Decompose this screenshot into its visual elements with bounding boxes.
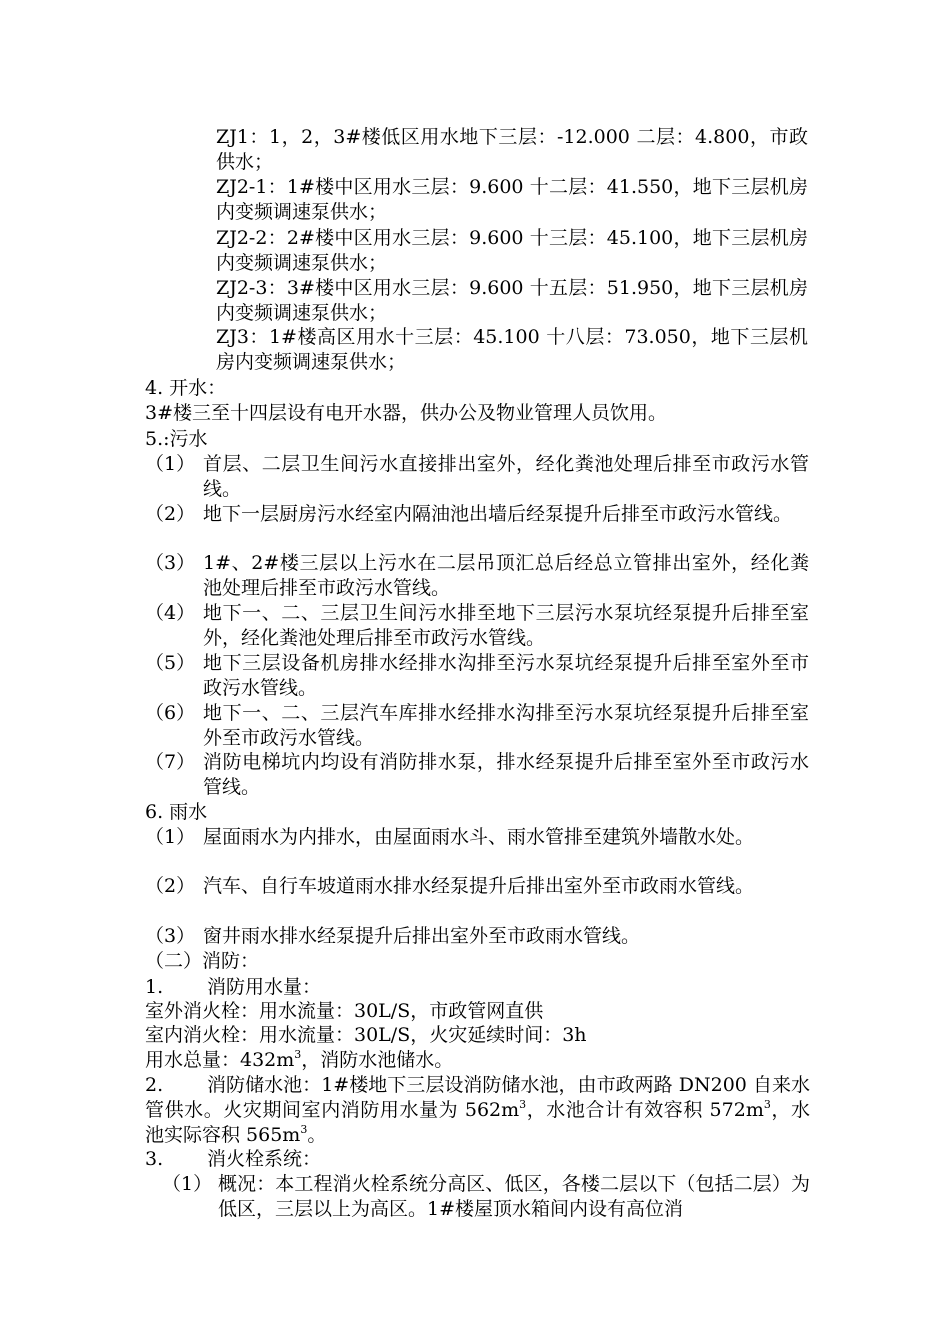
- superscript: 3: [763, 1098, 771, 1111]
- fire-section-2-paragraph: [145, 1073, 810, 1148]
- item-text: 消防电梯坑内均设有消防排水泵，排水经泵提升后排至室外至市政污水管线。: [203, 751, 809, 798]
- item-text: 地下一、二、三层卫生间污水排至地下三层污水泵坑经泵提升后排至室外，经化粪池处理后排至市政污水管线。: [203, 602, 809, 649]
- section-number: 1.: [145, 976, 164, 998]
- item-number: （2）: [145, 503, 196, 525]
- superscript: 3: [300, 1123, 308, 1136]
- heading-fire: （二）消防：: [145, 950, 260, 972]
- item-text: 屋面雨水为内排水，由屋面雨水斗、雨水管排至建筑外墙散水处。: [203, 826, 755, 848]
- zone-zj2-1: ZJ2-1：1#楼中区用水三层：9.600 十二层：41.550，地下三层机房内变频调速泵供水；: [216, 176, 808, 223]
- section-title: 消防用水量：: [207, 976, 322, 998]
- heading-sewage: 5.:污水: [145, 428, 208, 450]
- item-text: 地下三层设备机房排水经排水沟排至污水泵坑经泵提升后排至室外至市政污水管线。: [203, 652, 809, 699]
- zone-zj2-2: ZJ2-2：2#楼中区用水三层：9.600 十三层：45.100，地下三层机房内变频调速泵供水；: [216, 227, 808, 274]
- zone-zj3: ZJ3：1#楼高区用水十三层：45.100 十八层：73.050，地下三层机房内变频调速泵供水；: [216, 326, 808, 373]
- outdoor-hydrant-text: 室外消火栓：用水流量：30L/S，市政管网直供: [145, 1000, 544, 1022]
- item-text: 地下一、二、三层汽车库排水经排水沟排至污水泵坑经泵提升后排至室外至市政污水管线。: [203, 702, 809, 749]
- item-text: 1#、2#楼三层以上污水在二层吊顶汇总后经总立管排出室外，经化粪池处理后排至市政污水管线。: [203, 552, 809, 599]
- total-water-text: [145, 1048, 810, 1073]
- item-number: （1）: [162, 1173, 213, 1195]
- item-number: （3）: [145, 925, 196, 947]
- item-text: 地下一层厨房污水经室内隔油池出墙后经泵提升后排至市政污水管线。: [203, 503, 793, 525]
- item-number: （1）: [145, 453, 196, 475]
- fire-section-1-title: [145, 975, 810, 1000]
- heading-boiled-water: 4. 开水：: [145, 377, 227, 399]
- zone-zj1: ZJ1：1，2，3#楼低区用水地下三层：-12.000 二层：4.800，市政供水；: [216, 126, 808, 173]
- item-number: （5）: [145, 652, 196, 674]
- superscript: 3: [294, 1048, 302, 1061]
- item-number: （2）: [145, 875, 196, 897]
- item-text: 窗井雨水排水经泵提升后排出室外至市政雨水管线。: [203, 925, 641, 947]
- item-text: 概况：本工程消火栓系统分高区、低区，各楼二层以下（包括二层）为低区，三层以上为高区。1#楼屋顶水箱间内设有高位消: [218, 1173, 810, 1220]
- item-text: 首层、二层卫生间污水直接排出室外，经化粪池处理后排至市政污水管线。: [203, 453, 809, 500]
- section-number: 3.: [145, 1148, 164, 1170]
- heading-rain: 6. 雨水: [145, 801, 208, 823]
- storage-text-c: ，水池实际容积 565m: [145, 1099, 810, 1146]
- zone-zj2-3: ZJ2-3：3#楼中区用水三层：9.600 十五层：51.950，地下三层机房内变频调速泵供水；: [216, 277, 808, 324]
- item-number: （7）: [145, 751, 196, 773]
- indoor-hydrant-text: 室内消火栓：用水流量：30L/S，火灾延续时间：3h: [145, 1024, 587, 1046]
- item-text: 汽车、自行车坡道雨水排水经泵提升后排出室外至市政雨水管线。: [203, 875, 755, 897]
- total-water-a: 用水总量：432m: [145, 1049, 295, 1071]
- item-number: （4）: [145, 602, 196, 624]
- item-number: （6）: [145, 702, 196, 724]
- section-title: 消火栓系统：: [207, 1148, 322, 1170]
- superscript: 3: [519, 1098, 527, 1111]
- storage-text-a: 消防储水池：1#楼地下三层设消防储水池，由市政两路 DN200 自来水管供水。火灾期间室内消防用水量为 562m: [145, 1074, 810, 1121]
- boiled-water-text: 3#楼三至十四层设有电开水器，供办公及物业管理人员饮用。: [145, 402, 668, 424]
- fire-section-3-title: [145, 1147, 810, 1172]
- section-number: 2.: [145, 1074, 164, 1096]
- total-water-b: ，消防水池储水。: [301, 1049, 454, 1071]
- item-number: （1）: [145, 826, 196, 848]
- storage-text-d: 。: [307, 1124, 327, 1146]
- item-number: （3）: [145, 552, 196, 574]
- storage-text-b: ，水池合计有效容积 572m: [526, 1099, 764, 1121]
